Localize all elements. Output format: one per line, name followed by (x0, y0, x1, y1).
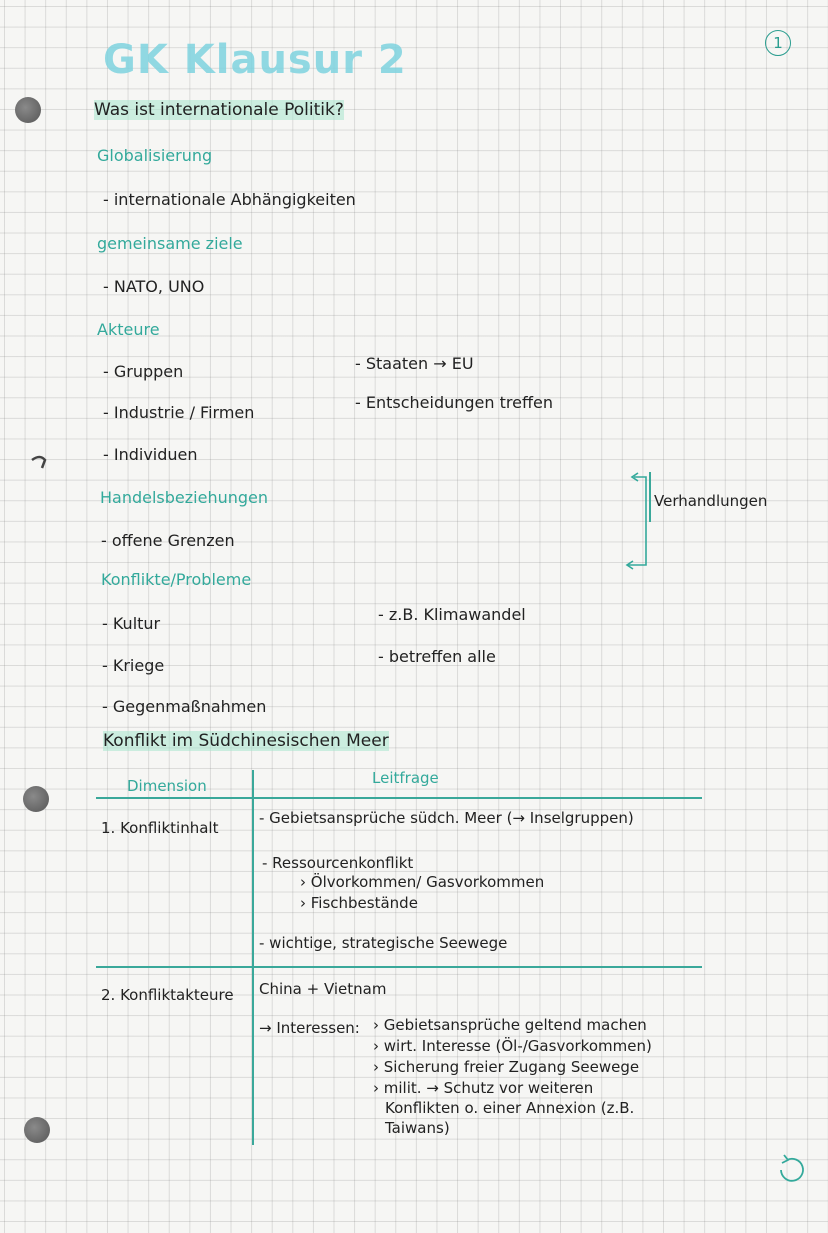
row2-interests-label: → Interessen: (259, 1019, 360, 1037)
list-item: - Entscheidungen treffen (355, 393, 553, 412)
section-handel: Handelsbeziehungen (100, 488, 269, 507)
section-ziele: gemeinsame ziele (97, 234, 243, 253)
row2-interest: › Gebietsansprüche geltend machen (373, 1016, 647, 1034)
section-akteure: Akteure (97, 320, 160, 339)
row2-interest: › Sicherung freier Zugang Seewege (373, 1058, 640, 1076)
punch-hole-bottom (24, 1117, 50, 1143)
list-item: - Gegenmaßnahmen (102, 697, 267, 716)
margin-mark (30, 452, 50, 472)
row1-line: › Ölvorkommen/ Gasvorkommen (300, 873, 545, 891)
list-item: - NATO, UNO (103, 277, 205, 296)
row1-line: › Fischbestände (300, 894, 418, 912)
bracket-arrow (622, 472, 652, 572)
turn-page-arrow-icon (775, 1152, 809, 1186)
table-header-dimension: Dimension (127, 777, 207, 795)
section-globalisierung: Globalisierung (97, 146, 213, 165)
list-item: - betreffen alle (378, 647, 496, 666)
list-item: - Gruppen (103, 362, 184, 381)
section-konflikte: Konflikte/Probleme (101, 570, 252, 589)
list-item: - Staaten → EU (355, 354, 474, 373)
list-item: - Kriege (102, 656, 165, 675)
main-heading: Was ist internationale Politik? (94, 100, 344, 120)
punch-hole-top (15, 97, 41, 123)
list-item: - internationale Abhängigkeiten (103, 190, 356, 209)
page-number: 1 (765, 30, 791, 56)
list-item: - Individuen (103, 445, 198, 464)
row2-actors: China + Vietnam (259, 980, 387, 998)
table-row-divider (96, 966, 702, 968)
punch-hole-middle (23, 786, 49, 812)
row2-interest: › milit. → Schutz vor weiteren (373, 1079, 594, 1097)
table-header-line (96, 797, 702, 799)
row1-line: - wichtige, strategische Seewege (259, 934, 508, 952)
row2-interest: › wirt. Interesse (Öl-/Gasvorkommen) (373, 1037, 652, 1055)
conflict-heading: Konflikt im Südchinesischen Meer (103, 731, 389, 751)
list-item: - z.B. Klimawandel (378, 605, 526, 624)
verhandlungen-label: Verhandlungen (654, 492, 768, 510)
row2-dimension: 2. Konfliktakteure (101, 986, 234, 1004)
row2-interest: Konflikten o. einer Annexion (z.B. (385, 1099, 635, 1117)
list-item: - Kultur (102, 614, 161, 633)
table-header-leitfrage: Leitfrage (372, 769, 439, 787)
list-item: - Industrie / Firmen (103, 403, 255, 422)
row1-line: - Gebietsansprüche südch. Meer (→ Inselgruppen) (259, 809, 634, 827)
row1-line: - Ressourcenkonflikt (262, 854, 414, 872)
row1-dimension: 1. Konfliktinhalt (101, 819, 219, 837)
bracket-line (649, 472, 651, 522)
table-column-divider (252, 770, 254, 1145)
list-item: - offene Grenzen (101, 531, 235, 550)
page-title: GK Klausur 2 (103, 37, 407, 83)
row2-interest: Taiwans) (385, 1119, 450, 1137)
